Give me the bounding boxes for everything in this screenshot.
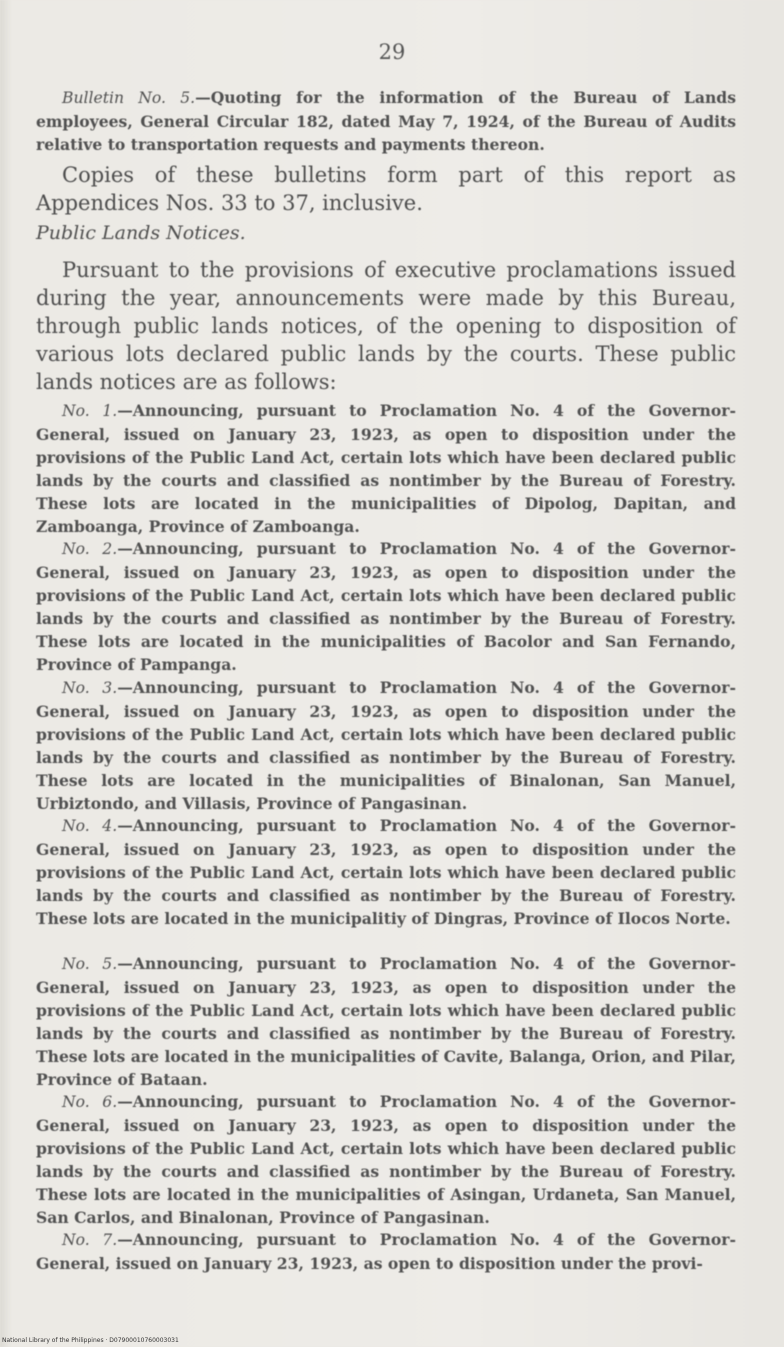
notice-text: —Announcing, pursuant to Proclamation No. 4 of the Governor-General, issued on January 23, 1923, as open to disposition under the provisions of the Public Land Act, certain lots which have been declared public lands by the courts and classified as nontimber by the Bureau of Forestry. These lots are located in the municipalities of Asingan, Urdaneta, San Manuel, San Carlos, and Binalonan, Province of Pangasinan. <box>36 1092 736 1227</box>
copies-paragraph-block <box>36 161 736 217</box>
notice-label: No. 5. <box>62 955 118 973</box>
notice-6 <box>36 1090 736 1229</box>
notice-label: No. 2. <box>62 540 118 558</box>
notice-label: No. 3. <box>62 679 118 697</box>
page-number: 29 <box>378 40 406 64</box>
notice-text: —Announcing, pursuant to Proclamation No. 4 of the Governor-General, issued on January 23, 1923, as open to disposition under the provisions of the Public Land Act, certain lots which have been declared public lands by the courts and classified as nontimber by the Bureau of Forestry. These lots are located in the municipalities of Dipolog, Dapitan, and Zamboanga, Province of Zamboanga. <box>36 401 736 536</box>
notice-text: —Announcing, pursuant to Proclamation No. 4 of the Governor-General, issued on January 23, 1923, as open to disposition under the provisions of the Public Land Act, certain lots which have been declared public lands by the courts and classified as nontimber by the Bureau of Forestry. These lots are located in the municipalities of Cavite, Balanga, Orion, and Pilar, Province of Bataan. <box>36 954 736 1089</box>
notice-label: No. 7. <box>62 1231 118 1249</box>
notice-label: No. 4. <box>62 817 118 835</box>
notice-5 <box>36 952 736 1091</box>
notice-text: —Announcing, pursuant to Proclamation No. 4 of the Governor-General, issued on January 23, 1923, as open to disposition under the provisions of the Public Land Act, certain lots which have been declared public lands by the courts and classified as nontimber by the Bureau of Forestry. These lots are located in the municipalitiy of Dingras, Province of Ilocos Norte. <box>36 816 736 928</box>
bulletin-label: Bulletin No. 5. <box>62 89 196 107</box>
section-heading: Public Lands Notices. <box>36 222 246 244</box>
notice-7 <box>36 1228 736 1275</box>
notice-label: No. 1. <box>62 402 118 420</box>
bulletin-5-paragraph <box>36 86 736 156</box>
notice-3 <box>36 676 736 815</box>
section-heading-block <box>36 222 736 244</box>
intro-paragraph: Pursuant to the provisions of executive proclamations issued during the year, announcements were made by this Bureau, through public lands notices, of the opening to disposition of various lots declared public lands by the courts. These public lands notices are as follows: <box>36 258 736 394</box>
notice-label: No. 6. <box>62 1093 118 1111</box>
intro-paragraph-block <box>36 256 736 396</box>
notice-2 <box>36 537 736 676</box>
notice-text: —Announcing, pursuant to Proclamation No. 4 of the Governor-General, issued on January 23, 1923, as open to disposition under the provisions of the Public Land Act, certain lots which have been declared public lands by the courts and classified as nontimber by the Bureau of Forestry. These lots are located in the municipalities of Bacolor and San Fernando, Province of Pampanga. <box>36 539 736 674</box>
notice-1 <box>36 399 736 538</box>
copies-paragraph: Copies of these bulletins form part of this report as Appendices Nos. 33 to 37, inclusive. <box>36 163 736 215</box>
notice-text: —Announcing, pursuant to Proclamation No. 4 of the Governor-General, issued on January 23, 1923, as open to disposition under the provisions of the Public Land Act, certain lots which have been declared public lands by the courts and classified as nontimber by the Bureau of Forestry. These lots are located in the municipalities of Binalonan, San Manuel, Urbiztondo, and Villasis, Province of Pangasinan. <box>36 678 736 813</box>
notice-4 <box>36 814 736 930</box>
archive-footer: National Library of the Philippines · D07900010760003031 <box>2 1337 179 1344</box>
notice-text: —Announcing, pursuant to Proclamation No. 4 of the Governor-General, issued on January 23, 1923, as open to disposition under the provi- <box>36 1230 736 1273</box>
bulletin-text: —Quoting for the information of the Bureau of Lands employees, General Circular 182, dated May 7, 1924, of the Bureau of Audits relative to transportation requests and payments thereon. <box>36 88 736 154</box>
